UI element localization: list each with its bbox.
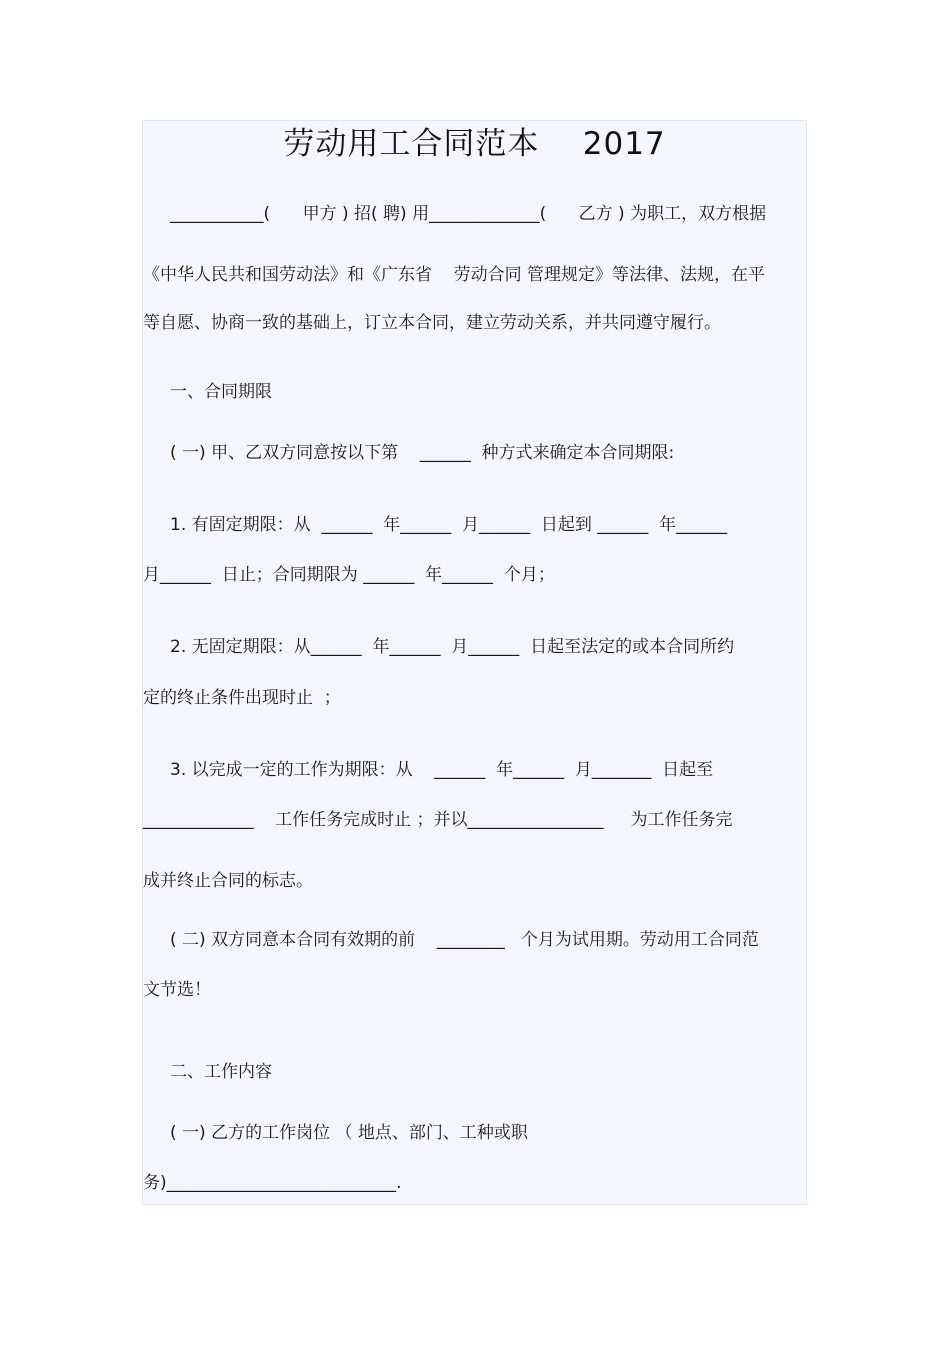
paragraph-line: ( 一) 乙方的工作岗位 （ 地点、部门、工种或职 bbox=[143, 1123, 528, 1143]
paragraph-line: ( 一) 甲、乙双方同意按以下第 ______ 种方式来确定本合同期限: bbox=[143, 443, 675, 463]
paragraph-line: 等自愿、协商一致的基础上，订立本合同，建立劳动关系，并共同遵守履行。 bbox=[143, 313, 721, 333]
section-heading: 一、合同期限 bbox=[143, 382, 273, 402]
section-heading: 二、工作内容 bbox=[143, 1062, 273, 1082]
paragraph-line: 务)___________________________. bbox=[143, 1173, 402, 1193]
paragraph-line: 成并终止合同的标志。 bbox=[143, 871, 313, 891]
paragraph-line: _____________ 工作任务完成时止 ；并以________________ 为工作任务完 bbox=[143, 810, 733, 830]
paragraph-line: 3. 以完成一定的工作为期限：从 ______ 年______ 月_______ 日起至 bbox=[143, 760, 714, 780]
paragraph-line: 《中华人民共和国劳动法》和《广东省 劳动合同 管理规定》等法律、法规，在平 bbox=[143, 265, 766, 285]
paragraph-line: ( 二) 双方同意本合同有效期的前 ________ 个月为试用期。劳动用工合同范 bbox=[143, 930, 759, 950]
paragraph-line: 1. 有固定期限：从 ______ 年______ 月______ 日起到 ______ 年______ bbox=[143, 515, 728, 535]
paragraph-line: 2. 无固定期限：从______ 年______ 月______ 日起至法定的或本合同所约 bbox=[143, 637, 735, 657]
paragraph-line: ___________( 甲方 ) 招( 聘) 用_____________( 乙方 ) 为职工，双方根据 bbox=[143, 204, 767, 224]
document-title: 劳动用工合同范本 2017 bbox=[283, 126, 666, 162]
paragraph-line: 定的终止条件出现时止 ； bbox=[143, 688, 341, 708]
paragraph-line: 月______ 日止；合同期限为 ______ 年______ 个月； bbox=[143, 565, 555, 585]
paragraph-line: 文节选！ bbox=[143, 980, 211, 1000]
